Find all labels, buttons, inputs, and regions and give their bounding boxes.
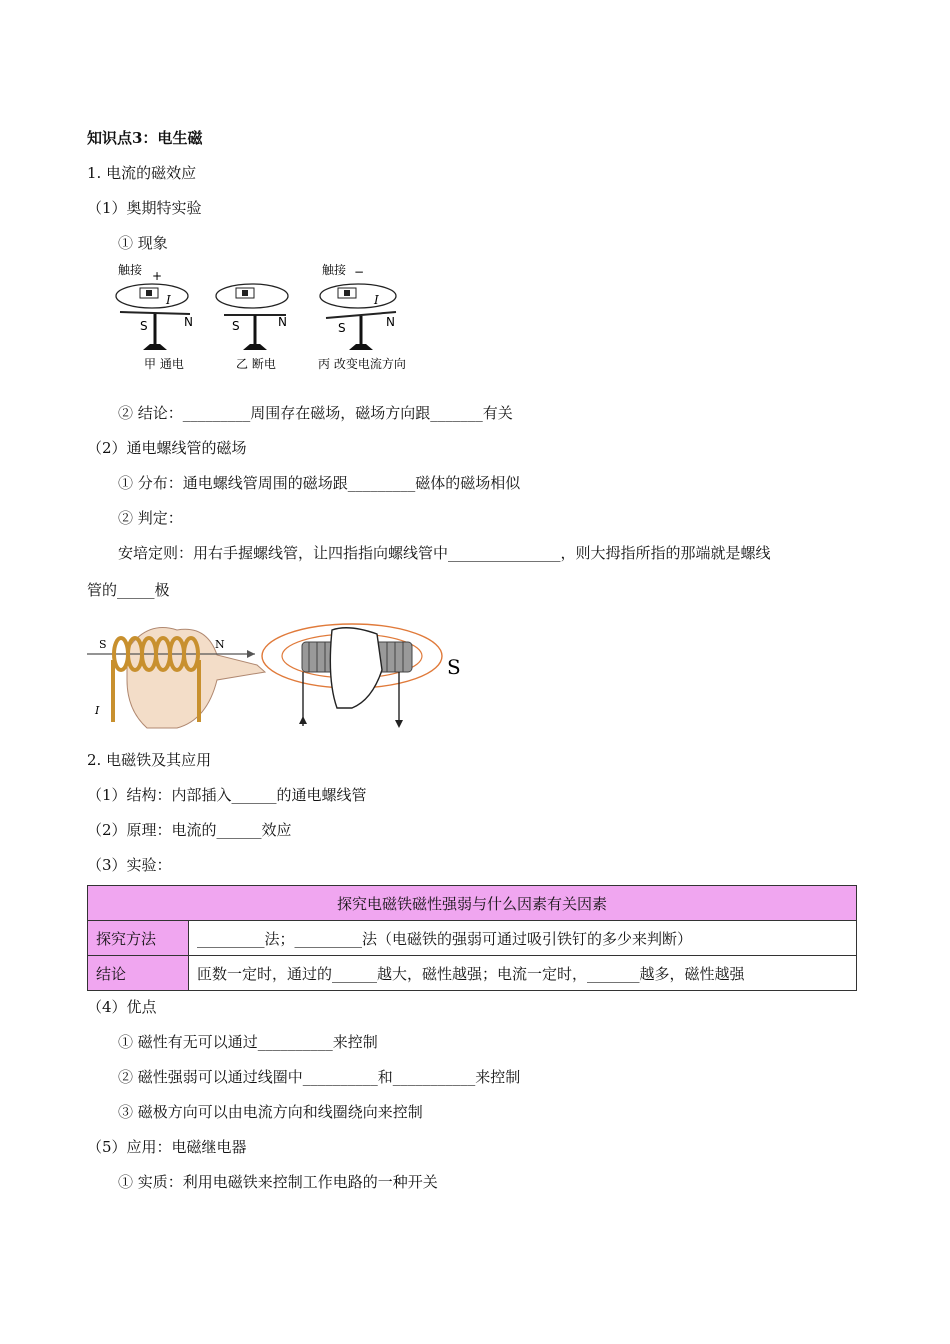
- table-row: [88, 956, 857, 991]
- application-heading: （5）应用：电磁继电器: [87, 1138, 247, 1156]
- panel-caption: 丙 改变电流方向: [318, 357, 406, 371]
- ampere-rule-continuation: 管的_____极: [87, 581, 170, 599]
- north-pole-label: N: [184, 315, 193, 329]
- north-pole-label: N: [278, 315, 287, 329]
- table-row: [88, 921, 857, 956]
- advantage-1: ① 磁性有无可以通过__________来控制: [118, 1033, 378, 1051]
- principle-line: （2）原理：电流的______效应: [87, 821, 292, 839]
- heading-magnetic-effect: 1. 电流的磁效应: [87, 164, 197, 182]
- panel-caption: 甲 通电: [144, 357, 184, 371]
- south-pole-large-label: S: [447, 655, 461, 679]
- north-pole-label: N: [386, 315, 395, 329]
- row-label: 探究方法: [88, 921, 189, 956]
- essence-line: ① 实质：利用电磁铁来控制工作电路的一种开关: [118, 1173, 438, 1191]
- advantage-3: ③ 磁极方向可以由电流方向和线圈绕向来控制: [118, 1103, 423, 1121]
- touch-label: 触接: [322, 263, 347, 277]
- south-pole-label: S: [232, 319, 240, 333]
- current-label: I: [166, 293, 171, 307]
- advantage-2: ② 磁性强弱可以通过线圈中__________和___________来控制: [118, 1068, 521, 1086]
- inquiry-table: [87, 885, 857, 991]
- south-pole-label: S: [140, 319, 148, 333]
- hand-coil-illustration: [87, 628, 265, 729]
- structure-line: （1）结构：内部插入______的通电螺线管: [87, 786, 367, 804]
- plus-sign: +: [152, 269, 163, 283]
- section-title: 知识点3：电生磁: [87, 129, 203, 147]
- subheading-solenoid: （2）通电螺线管的磁场: [87, 439, 247, 457]
- row-label: 结论: [88, 956, 189, 991]
- current-label: I: [374, 293, 379, 307]
- advantages-heading: （4）优点: [87, 998, 157, 1016]
- judge-label: ② 判定：: [118, 509, 183, 527]
- south-pole-label: S: [338, 321, 346, 335]
- right-hand-rule-figure: [87, 610, 487, 735]
- panel-reversed: [318, 262, 406, 371]
- north-pole-label: N: [215, 638, 225, 651]
- current-label: I: [95, 704, 100, 717]
- row-content: 匝数一定时，通过的______越大，磁性越强；电流一定时，_______越多，磁性越强: [189, 956, 857, 991]
- conclusion-line: ② 结论：_________周围存在磁场，磁场方向跟_______有关: [118, 404, 513, 422]
- south-pole-label: S: [99, 638, 107, 651]
- row-content: _________法；_________法（电磁铁的强弱可通过吸引铁钉的多少来判断）: [189, 921, 857, 956]
- minus-sign: −: [354, 265, 365, 279]
- heading-electromagnet: 2. 电磁铁及其应用: [87, 751, 212, 769]
- distribution-line: ① 分布：通电螺线管周围的磁场跟_________磁体的磁场相似: [118, 474, 521, 492]
- touch-label: 触接: [118, 263, 143, 277]
- panel-energized: [116, 262, 193, 371]
- oersted-experiment-figure: [110, 260, 440, 378]
- subheading-oersted: （1）奥期特实验: [87, 199, 202, 217]
- table-header: 探究电磁铁磁性强弱与什么因素有关因素: [88, 886, 857, 921]
- ampere-rule-line: 安培定则：用右手握螺线管，让四指指向螺线管中_______________，则大拇指所指的那端就是螺线: [118, 544, 771, 562]
- solenoid-field-illustration: [262, 624, 461, 728]
- phenomenon-label: ① 现象: [118, 234, 168, 252]
- panel-deenergized: [216, 284, 288, 371]
- panel-caption: 乙 断电: [236, 357, 276, 371]
- experiment-label: （3）实验：: [87, 856, 172, 874]
